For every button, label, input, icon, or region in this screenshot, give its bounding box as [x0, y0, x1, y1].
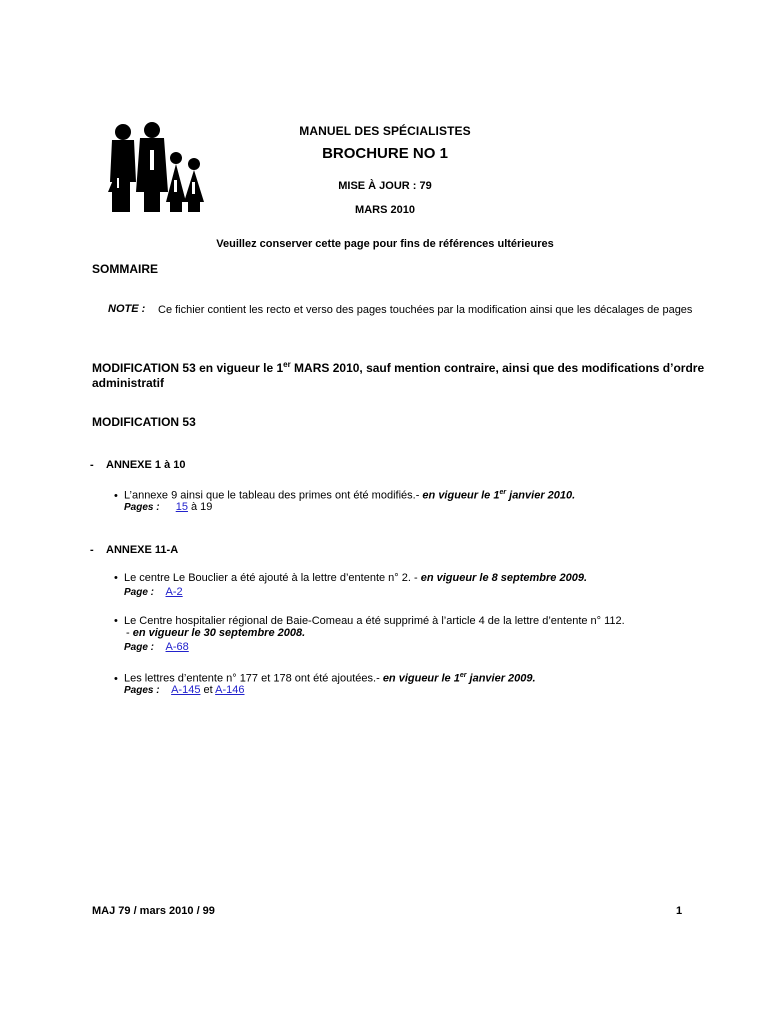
pages-line [124, 684, 245, 696]
footer-reference: MAJ 79 / mars 2010 / 99 [92, 905, 215, 917]
item-text: Les lettres d’entente n° 177 et 178 ont été ajoutées.- [124, 672, 383, 685]
bullet-icon: • [114, 489, 118, 502]
modification-heading-part1: MODIFICATION 53 en vigueur le 1 [92, 361, 284, 375]
list-item [114, 571, 587, 585]
item-effective: en vigueur le 1 [422, 489, 500, 502]
pages-between: et [200, 684, 216, 696]
item-effective: en vigueur le 30 septembre 2008. [132, 627, 306, 639]
item-effective-sup: er [459, 672, 467, 679]
item-dash: - [126, 627, 133, 639]
note-text: Ce fichier contient les recto et verso des pages touchées par la modification ainsi que les décalages de pages [158, 304, 693, 316]
bullet-icon: • [114, 572, 118, 584]
list-item-continuation [126, 626, 305, 640]
section-dash: - [90, 544, 94, 556]
item-text: L’annexe 9 ainsi que le tableau des primes ont été modifiés.- [124, 489, 423, 502]
section-title: ANNEXE 1 à 10 [106, 459, 186, 471]
page-link[interactable]: A-145 [171, 684, 201, 696]
bullet-icon: • [114, 672, 118, 685]
section-dash: - [90, 459, 94, 471]
brochure-title: BROCHURE NO 1 [322, 145, 448, 162]
pages-label: Page : [124, 642, 155, 653]
item-effective: en vigueur le 8 septembre 2009. [420, 572, 588, 584]
modification-heading [92, 357, 712, 391]
modification-heading-sup: er [283, 360, 291, 369]
item-effective-sup: er [499, 489, 507, 496]
page-link[interactable]: A-2 [165, 586, 183, 598]
item-effective-end: janvier 2010. [506, 489, 576, 502]
item-effective-end: janvier 2009. [466, 672, 536, 685]
note-label: NOTE : [108, 303, 146, 315]
section-title: ANNEXE 11-A [106, 544, 179, 556]
pages-label: Pages : [124, 502, 160, 513]
page-number: 1 [676, 905, 683, 917]
page-link[interactable]: A-68 [165, 641, 189, 653]
pages-label: Page : [124, 587, 155, 598]
pages-line [124, 501, 212, 513]
summary-heading: SOMMAIRE [92, 262, 158, 276]
manual-title: MANUEL DES SPÉCIALISTES [299, 124, 471, 138]
item-text: Le Centre hospitalier régional de Baie-Comeau a été supprimé à l’article 4 de la lettre d’entente n° 112. [124, 615, 625, 627]
update-date: MARS 2010 [355, 204, 415, 216]
page-link[interactable]: A-146 [215, 684, 245, 696]
item-effective: en vigueur le 1 [382, 672, 460, 685]
keep-notice: Veuillez conserver cette page pour fins de références ultérieures [216, 238, 554, 250]
pages-between: à 19 [187, 501, 213, 513]
modification-subheading: MODIFICATION 53 [92, 415, 196, 429]
page-link[interactable]: 15 [175, 501, 188, 513]
item-text: Le centre Le Bouclier a été ajouté à la lettre d’entente n° 2. - [124, 572, 421, 584]
pages-label: Pages : [124, 685, 160, 696]
modification-heading-part2: MARS 2010, sauf mention contraire, ainsi que des modifications d’ordre administratif [92, 361, 705, 390]
bullet-icon: • [114, 615, 118, 627]
pages-line [124, 641, 189, 653]
pages-line [124, 586, 183, 598]
update-number: MISE À JOUR : 79 [338, 180, 432, 192]
